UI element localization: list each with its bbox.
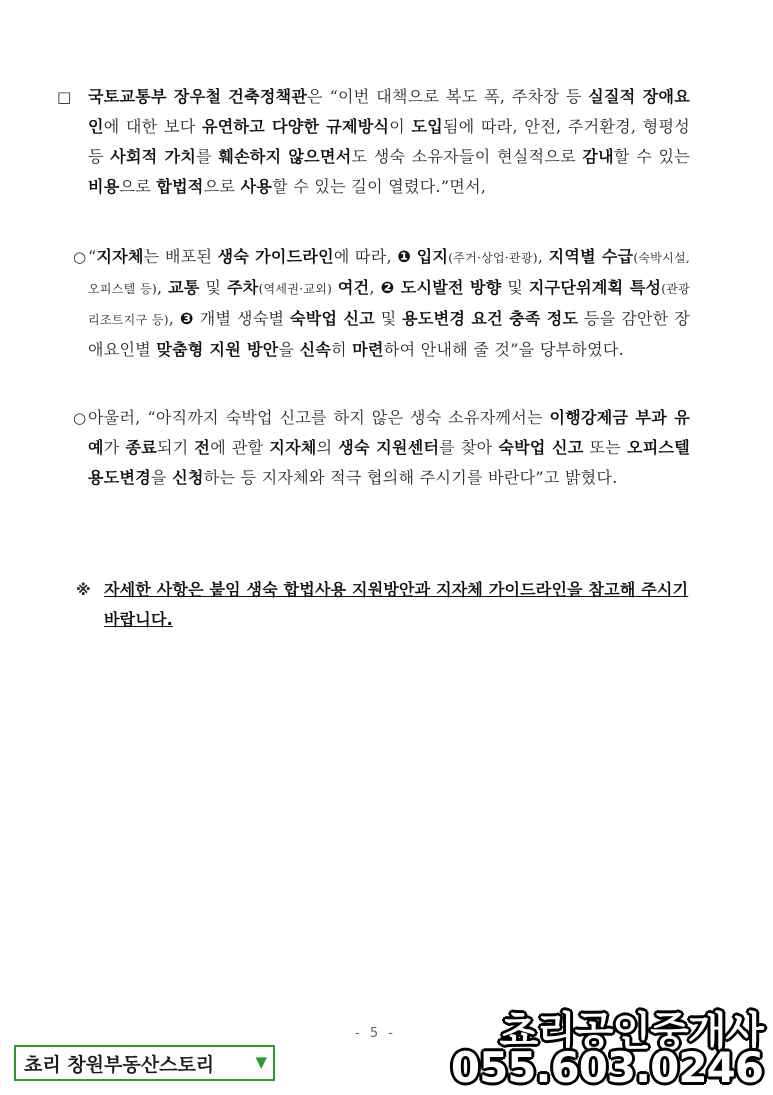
emphasis: 신속 (299, 340, 332, 359)
emphasis: 사용 (240, 177, 273, 196)
text-run: 및 (199, 278, 228, 297)
emphasis: 용도변경 요건 충족 정도 (402, 309, 579, 328)
paragraph-policy-official-statement (88, 82, 690, 202)
text-run: 에 따라, (333, 247, 398, 266)
brand-banner[interactable] (14, 1045, 275, 1081)
text-run: , (537, 247, 549, 266)
text-run: “ (88, 247, 97, 266)
circle-bullet: ○ (73, 409, 87, 427)
official-name: 국토교통부 장우철 건축정책관 (88, 87, 308, 106)
emphasis: 지구단위계획 특성 (528, 278, 662, 297)
emphasis: 합법적 (156, 177, 204, 196)
text-run: 이 (389, 117, 412, 136)
emphasis: 비용 (88, 177, 120, 196)
text-run: 할 수 있는 (613, 147, 691, 166)
emphasis: 실질적 장애요인 (88, 87, 690, 136)
parenthetical-note: (숙박시설, 오피스텔 등) (88, 251, 691, 296)
text-run: 의 (316, 438, 339, 457)
emphasis: 유연하고 다양한 규제방식 (202, 117, 390, 136)
emphasis: 맞춤형 지원 방안 (156, 340, 279, 359)
brand-label: 쵸리 창원부동산스토리 (24, 1054, 215, 1076)
emphasis: 숙박업 신고 (290, 309, 375, 328)
emphasis: 지자체 (269, 438, 317, 457)
text-run: , (156, 278, 169, 297)
emphasis: 교통 (168, 278, 200, 297)
text-run: 으로 (119, 177, 157, 196)
emphasis: 오피스텔 용도변경 (88, 438, 690, 487)
text-run: 개별 생숙별 (194, 309, 290, 328)
text-run: 을 (151, 468, 173, 487)
emphasis: 신청 (172, 468, 204, 487)
square-bullet: □ (57, 88, 72, 106)
text-run: 가 (103, 438, 126, 457)
emphasis: 종료 (125, 438, 157, 457)
text-run: 를 찾아 (439, 438, 499, 457)
parenthetical-note: (역세권·교외) (258, 282, 333, 296)
attachment-note: 자세한 사항은 붙임 생숙 합법사용 지원방안과 지자체 가이드라인을 참고해 주시기 바랍니다. (104, 580, 689, 629)
emphasis: 감내 (582, 147, 614, 166)
text-run: 에 관할 (210, 438, 270, 457)
text-run: 를 (196, 147, 219, 166)
emphasis: 입지 (416, 247, 449, 266)
text-run: , (168, 309, 180, 328)
text-run: 히 (331, 340, 353, 359)
emphasis: 도시발전 방향 (400, 278, 502, 297)
emphasis: 전 (194, 438, 211, 457)
number-3-icon: ❸ (179, 309, 195, 328)
text-run: , (369, 278, 381, 297)
emphasis: 도입 (411, 117, 444, 136)
emphasis: 주차 (227, 278, 259, 297)
emphasis: 지역별 수급 (548, 247, 634, 266)
text-run: 등을 감안한 장애요인별 (88, 309, 691, 359)
number-1-icon: ❶ (397, 247, 412, 266)
text-run: 으로 (203, 177, 241, 196)
emphasis: 생숙 지원센터 (338, 438, 440, 457)
text-run: 및 (374, 309, 403, 328)
emphasis: 생숙 가이드라인 (217, 247, 334, 266)
text-run: 되기 (156, 438, 195, 457)
text-run: 을 (278, 340, 300, 359)
emphasis: 훼손하지 않으면서 (218, 147, 352, 166)
emphasis: 여건 (337, 278, 370, 297)
text-run: 에 대한 보다 (103, 117, 203, 136)
text-run: 및 (501, 278, 529, 297)
number-2-icon: ❷ (380, 278, 395, 297)
emphasis: 사회적 가치 (110, 147, 197, 166)
text-run: 됨에 따라, 안전, 주거환경, 형평성 등 (88, 117, 690, 166)
text-run: 할 수 있는 길이 열렸다.”면서, (272, 177, 487, 196)
text-run: 은 “이번 대책으로 복도 폭, 주차장 등 (307, 87, 589, 106)
emphasis: 이행강제금 부과 유예 (88, 408, 690, 457)
dropdown-arrow-icon: ▼ (255, 1053, 267, 1071)
office-name-watermark: 쵸리공인중개사 (499, 1009, 763, 1055)
paragraph-owner-request (88, 403, 690, 493)
text-run: 아울러, “아직까지 숙박업 신고를 하지 않은 생숙 소유자께서는 (88, 408, 550, 427)
text-run: 하여 안내해 줄 것”을 당부하였다. (383, 340, 625, 359)
parenthetical-note: (주거·상업·관광) (448, 251, 538, 265)
text-run: 는 배포된 (143, 247, 218, 266)
text-run: 또는 (583, 438, 627, 457)
circle-bullet: ○ (73, 248, 87, 266)
text-run: 도 생숙 소유자들이 현실적으로 (351, 147, 583, 166)
text-run: 하는 등 지자체와 적극 협의해 주시기를 바란다”고 밝혔다. (203, 468, 618, 487)
emphasis: 마련 (352, 340, 384, 359)
page-number: - 5 - (355, 1026, 396, 1041)
reference-mark: ※ (76, 581, 91, 599)
paragraph-local-government-guidance (88, 242, 690, 365)
office-phone-watermark: 055.603.0246 (450, 1043, 763, 1092)
parenthetical-note: (관광리조트지구 등) (88, 282, 691, 327)
emphasis: 숙박업 신고 (498, 438, 584, 457)
emphasis: 지자체 (96, 247, 144, 266)
